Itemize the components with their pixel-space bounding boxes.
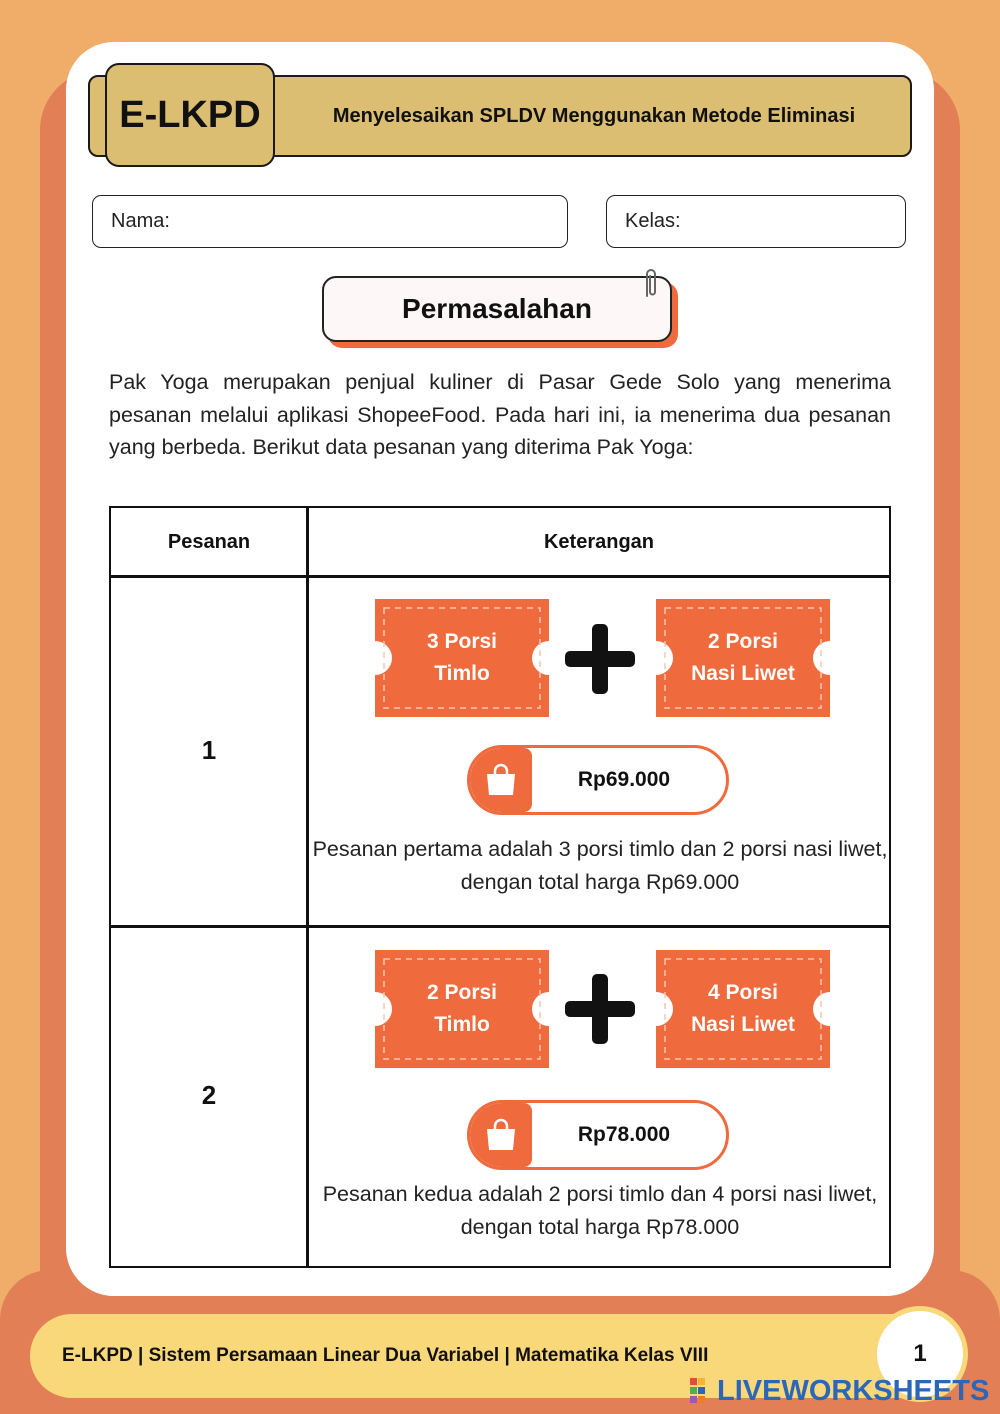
table-row-divider	[109, 925, 891, 928]
coupon-item-timlo	[375, 599, 549, 717]
liveworksheets-logo-icon	[690, 1378, 714, 1404]
order-description: Pesanan kedua adalah 2 porsi timlo dan 4 porsi nasi liwet, dengan total harga Rp78.000	[322, 1182, 878, 1239]
table-header-pesanan: Pesanan	[167, 530, 251, 553]
footer-text: E-LKPD | Sistem Persamaan Linear Dua Variabel | Matematika Kelas VIII	[62, 1345, 709, 1366]
row-number: 1	[201, 735, 217, 765]
watermark-text: LIVEWORKSHEETS	[717, 1374, 990, 1407]
coupon-line2: Nasi Liwet	[691, 662, 795, 685]
coupon-line2: Timlo	[434, 1013, 490, 1036]
page-number: 1	[872, 1306, 968, 1402]
plus-icon	[565, 974, 635, 1044]
coupon-line2: Timlo	[434, 662, 490, 685]
header-subtitle: Menyelesaikan SPLDV Menggunakan Metode Eliminasi	[332, 104, 856, 127]
price-pill	[467, 1100, 729, 1170]
intro-paragraph: Pak Yoga merupakan penjual kuliner di Pasar Gede Solo yang menerima pesanan melalui aplikasi ShopeeFood. Pada hari ini, ia menerima dua pesanan yang berbeda. Berikut data pesanan yang diterima Pak Yoga:	[109, 370, 891, 459]
coupon-item-timlo	[375, 950, 549, 1068]
order-description: Pesanan pertama adalah 3 porsi timlo dan 2 porsi nasi liwet, dengan total harga Rp69.000	[312, 837, 888, 894]
paperclip-icon	[640, 266, 662, 300]
section-title: Permasalahan	[322, 276, 672, 342]
coupon-line1: 2 Porsi	[707, 630, 779, 653]
watermark	[690, 1373, 989, 1409]
class-field[interactable]	[606, 195, 906, 248]
coupon-line1: 4 Porsi	[707, 981, 779, 1004]
name-field[interactable]	[92, 195, 568, 248]
table-header-keterangan: Keterangan	[543, 530, 655, 553]
shopping-bag-icon	[470, 1103, 532, 1167]
total-price: Rp69.000	[577, 768, 671, 791]
class-label: Kelas:	[625, 210, 681, 232]
section-title-card	[322, 276, 678, 348]
coupon-line1: 2 Porsi	[426, 981, 498, 1004]
coupon-item-nasi-liwet	[656, 599, 830, 717]
coupon-item-nasi-liwet	[656, 950, 830, 1068]
header-badge: E-LKPD	[105, 63, 275, 167]
coupon-line2: Nasi Liwet	[691, 1013, 795, 1036]
plus-icon	[565, 624, 635, 694]
total-price: Rp78.000	[577, 1123, 671, 1146]
shopping-bag-icon	[470, 748, 532, 812]
table-column-divider	[306, 506, 309, 1268]
coupon-line1: 3 Porsi	[426, 630, 498, 653]
price-pill	[467, 745, 729, 815]
row-number: 2	[201, 1080, 217, 1110]
name-label: Nama:	[111, 210, 170, 232]
